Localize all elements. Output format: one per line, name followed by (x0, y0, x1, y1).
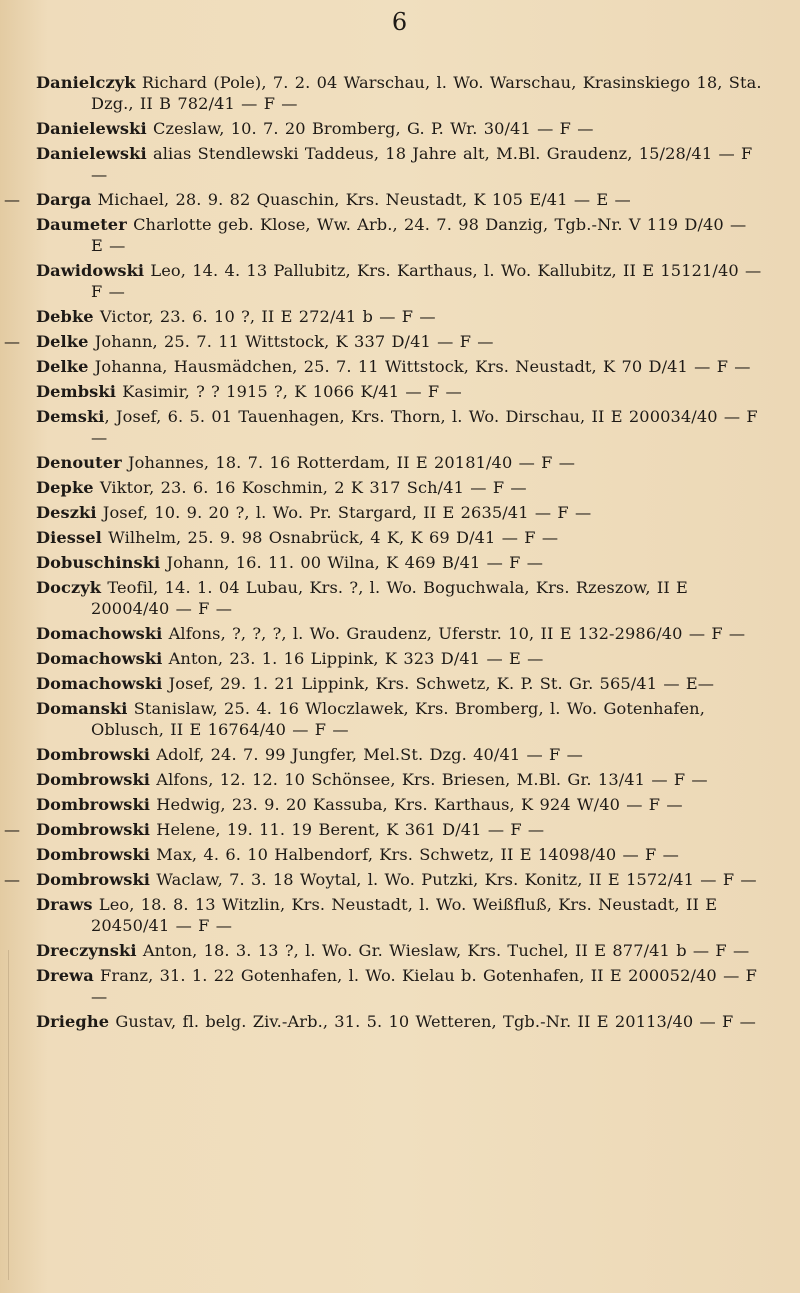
list-item (36, 698, 762, 740)
entry-details: Kasimir, ? ? 1915 ?, K 1066 K/41 — F — (115, 382, 462, 401)
entry-surname: Drieghe (36, 1012, 110, 1031)
entry-surname: Delke (36, 332, 89, 351)
list-item (36, 940, 762, 961)
list-item (36, 72, 762, 114)
entry-surname: Debke (36, 307, 94, 326)
margin-mark: — (4, 870, 21, 889)
page-number: 6 (391, 8, 409, 36)
entry-surname: Denouter (36, 453, 122, 472)
margin-mark: — (4, 190, 21, 209)
list-item (36, 381, 762, 402)
list-item (36, 1011, 762, 1032)
entry-details: Gustav, fl. belg. Ziv.-Arb., 31. 5. 10 Wetteren, Tgb.-Nr. II E 20113/40 — F — (109, 1012, 756, 1031)
list-item (36, 527, 762, 548)
entry-details: Waclaw, 7. 3. 18 Woytal, l. Wo. Putzki, Krs. Konitz, II E 1572/41 — F — (150, 870, 757, 889)
entry-details: alias Stendlewski Taddeus, 18 Jahre alt, M.Bl. Graudenz, 15/28/41 — F — (91, 144, 753, 184)
entry-details: Viktor, 23. 6. 16 Koschmin, 2 K 317 Sch/41 — F — (93, 478, 527, 497)
entry-details: , Josef, 6. 5. 01 Tauenhagen, Krs. Thorn, l. Wo. Dirschau, II E 200034/40 — F — (91, 407, 758, 447)
list-item (36, 623, 762, 644)
list-item (36, 552, 762, 573)
entry-details: Johann, 25. 7. 11 Wittstock, K 337 D/41 — F — (88, 332, 494, 351)
entry-surname: Dembski (36, 382, 116, 401)
page-edge-line (8, 950, 9, 1280)
entry-surname: Dombrowski (36, 870, 151, 889)
list-item (36, 844, 762, 865)
entry-details: Charlotte geb. Klose, Ww. Arb., 24. 7. 98 Danzig, Tgb.-Nr. V 119 D/40 — E — (91, 215, 747, 255)
entry-details: Anton, 23. 1. 16 Lippink, K 323 D/41 — E — (162, 649, 544, 668)
list-item (36, 143, 762, 185)
entry-details: Alfons, 12. 12. 10 Schönsee, Krs. Briesen, M.Bl. Gr. 13/41 — F — (150, 770, 708, 789)
list-item (36, 965, 762, 1007)
entry-surname: Dombrowski (36, 745, 151, 764)
entry-details: Richard (Pole), 7. 2. 04 Warschau, l. Wo. Warschau, Krasinskiego 18, Sta. Dzg., II B 782/41 — F — (91, 73, 762, 113)
list-item (36, 260, 762, 302)
entry-surname: Danielewski (36, 144, 147, 163)
list-item (36, 744, 762, 765)
entry-surname: Diessel (36, 528, 102, 547)
entry-surname: Domanski (36, 699, 128, 718)
entry-surname: Depke (36, 478, 94, 497)
entry-details: Leo, 14. 4. 13 Pallubitz, Krs. Karthaus, l. Wo. Kallubitz, II E 15121/40 — F — (91, 261, 762, 301)
entry-details: Josef, 29. 1. 21 Lippink, Krs. Schwetz, K. P. St. Gr. 565/41 — E— (162, 674, 715, 693)
list-item (36, 502, 762, 523)
entry-details: Franz, 31. 1. 22 Gotenhafen, l. Wo. Kielau b. Gotenhafen, II E 200052/40 — F — (91, 966, 757, 1006)
entry-surname: Deszki (36, 503, 97, 522)
list-item (4, 189, 762, 210)
list-item (36, 577, 762, 619)
list-item (4, 331, 762, 352)
entry-surname: Demski (36, 407, 105, 426)
entry-list (4, 72, 762, 1036)
entry-surname: Domachowski (36, 674, 163, 693)
entry-surname: Domachowski (36, 649, 163, 668)
entry-surname: Dobuschinski (36, 553, 161, 572)
entry-details: Hedwig, 23. 9. 20 Kassuba, Krs. Karthaus, K 924 W/40 — F — (150, 795, 683, 814)
list-item (36, 769, 762, 790)
list-item (36, 452, 762, 473)
entry-details: Wilhelm, 25. 9. 98 Osnabrück, 4 K, K 69 D/41 — F — (101, 528, 559, 547)
entry-surname: Draws (36, 895, 93, 914)
entry-details: Leo, 18. 8. 13 Witzlin, Krs. Neustadt, l. Wo. Weißfluß, Krs. Neustadt, II E 20450/41 — F — (91, 895, 718, 935)
margin-mark: — (4, 820, 21, 839)
list-item (36, 477, 762, 498)
entry-details: Johanna, Hausmädchen, 25. 7. 11 Wittstock, Krs. Neustadt, K 70 D/41 — F — (88, 357, 751, 376)
entry-surname: Dombrowski (36, 770, 151, 789)
entry-surname: Darga (36, 190, 92, 209)
entry-details: Max, 4. 6. 10 Halbendorf, Krs. Schwetz, II E 14098/40 — F — (150, 845, 679, 864)
entry-details: Czeslaw, 10. 7. 20 Bromberg, G. P. Wr. 30/41 — F — (146, 119, 594, 138)
list-item (36, 306, 762, 327)
entry-details: Victor, 23. 6. 10 ?, II E 272/41 b — F — (93, 307, 436, 326)
entry-surname: Dombrowski (36, 795, 151, 814)
list-item (36, 648, 762, 669)
list-item (36, 673, 762, 694)
list-item (36, 356, 762, 377)
entry-surname: Danielewski (36, 119, 147, 138)
entry-surname: Delke (36, 357, 89, 376)
entry-surname: Danielczyk (36, 73, 136, 92)
entry-surname: Drewa (36, 966, 94, 985)
entry-details: Johann, 16. 11. 00 Wilna, K 469 B/41 — F — (160, 553, 544, 572)
entry-details: Michael, 28. 9. 82 Quaschin, Krs. Neustadt, K 105 E/41 — E — (91, 190, 631, 209)
list-item (4, 869, 762, 890)
entry-surname: Doczyk (36, 578, 102, 597)
list-item (36, 214, 762, 256)
margin-mark: — (4, 332, 21, 351)
entry-details: Teofil, 14. 1. 04 Lubau, Krs. ?, l. Wo. Boguchwala, Krs. Rzeszow, II E 20004/40 — F — (91, 578, 688, 618)
list-item (36, 794, 762, 815)
entry-details: Johannes, 18. 7. 16 Rotterdam, II E 20181/40 — F — (121, 453, 575, 472)
entry-surname: Domachowski (36, 624, 163, 643)
list-item (36, 406, 762, 448)
entry-details: Adolf, 24. 7. 99 Jungfer, Mel.St. Dzg. 40/41 — F — (150, 745, 583, 764)
entry-details: Anton, 18. 3. 13 ?, l. Wo. Gr. Wieslaw, Krs. Tuchel, II E 877/41 b — F — (136, 941, 750, 960)
entry-surname: Dombrowski (36, 820, 151, 839)
list-item (36, 894, 762, 936)
entry-details: Alfons, ?, ?, ?, l. Wo. Graudenz, Uferstr. 10, II E 132-2986/40 — F — (162, 624, 746, 643)
entry-details: Stanislaw, 25. 4. 16 Wloczlawek, Krs. Bromberg, l. Wo. Gotenhafen, Oblusch, II E 16764/40 — F — (91, 699, 705, 739)
entry-surname: Dreczynski (36, 941, 137, 960)
list-item (36, 118, 762, 139)
entry-surname: Dawidowski (36, 261, 145, 280)
entry-details: Helene, 19. 11. 19 Berent, K 361 D/41 — F — (150, 820, 545, 839)
entry-details: Josef, 10. 9. 20 ?, l. Wo. Pr. Stargard, II E 2635/41 — F — (96, 503, 592, 522)
entry-surname: Daumeter (36, 215, 127, 234)
entry-surname: Dombrowski (36, 845, 151, 864)
list-item (4, 819, 762, 840)
